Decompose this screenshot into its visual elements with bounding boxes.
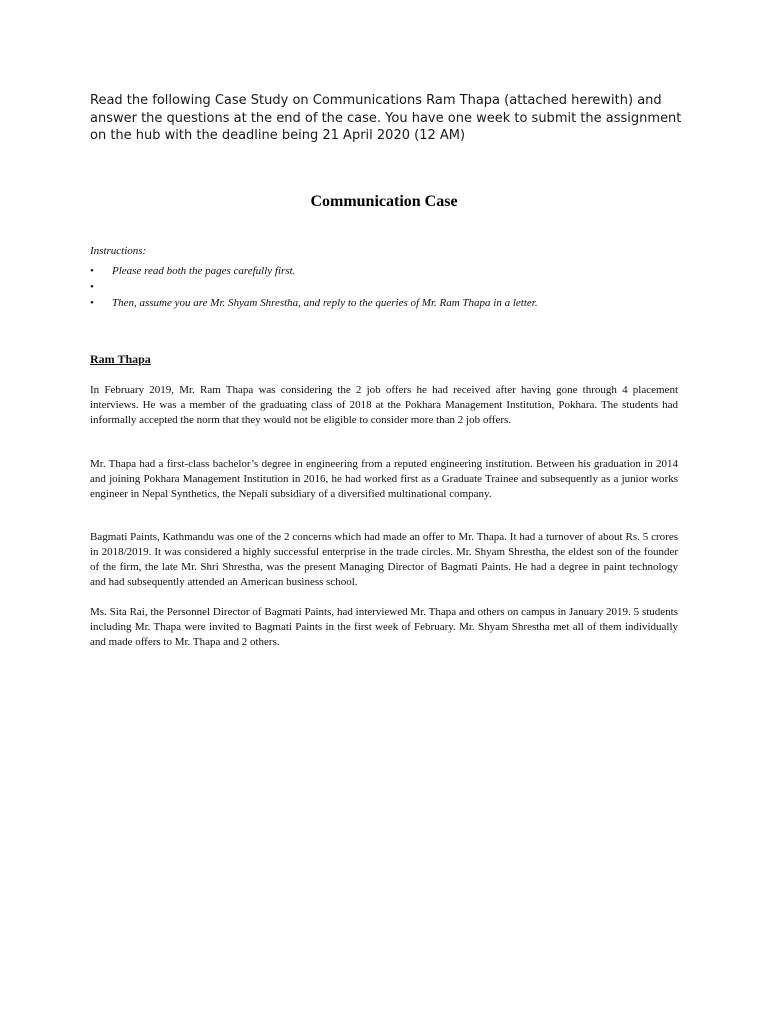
list-item (90, 279, 690, 295)
instructions-label: Instructions: (90, 245, 147, 257)
section-heading: Ram Thapa (90, 352, 151, 366)
list-item-text: Please read both the pages carefully first. (112, 265, 296, 277)
paragraph: Bagmati Paints, Kathmandu was one of the 2 concerns which had made an offer to Mr. Thapa. It had a turnover of about Rs. 5 crores in 2018/2019. It was considered a highly successful enterprise in the trade circles. Mr. Shyam Shrestha, the eldest son of the founder of the firm, the late Mr. Shri Shrestha, was the present Managing Director of Bagmati Paints. He had a degree in paint technology and had subsequently attended an American business school. (90, 531, 678, 588)
list-item (90, 295, 690, 311)
list-item (90, 263, 690, 279)
paragraph: Mr. Thapa had a first-class bachelor’s degree in engineering from a reputed engineering institution. Between his graduation in 2014 and joining Pokhara Management Institution in 2016, he had worked first as a Graduate Trainee and subsequently as a junior works engineer in Nepal Synthetics, the Nepali subsidiary of a diversified multinational company. (90, 458, 678, 500)
bullet-icon: • (90, 265, 94, 277)
page-title: Communication Case (310, 193, 458, 210)
paragraph: In February 2019, Mr. Ram Thapa was considering the 2 job offers he had received after having gone through 4 placement interviews. He was a member of the graduating class of 2018 at the Pokhara Management Institution, Pokhara. The students had informally accepted the norm that they would not be eligible to consider more than 2 job offers. (90, 384, 678, 426)
bullet-icon: • (90, 297, 94, 309)
list-item-text: Then, assume you are Mr. Shyam Shrestha, and reply to the queries of Mr. Ram Thapa in a letter. (112, 297, 538, 309)
bullet-icon: • (90, 281, 94, 293)
assignment-intro: Read the following Case Study on Communications Ram Thapa (attached herewith) and answer the questions at the end of the case. You have one week to submit the assignment on the hub with the deadline being 21 April 2020 (12 AM) (90, 93, 682, 143)
instructions-list (90, 263, 690, 311)
paragraph: Ms. Sita Rai, the Personnel Director of Bagmati Paints, had interviewed Mr. Thapa and others on campus in January 2019. 5 students including Mr. Thapa were invited to Bagmati Paints in the first week of February. Mr. Shyam Shrestha met all of them individually and made offers to Mr. Thapa and 2 others. (90, 606, 678, 648)
